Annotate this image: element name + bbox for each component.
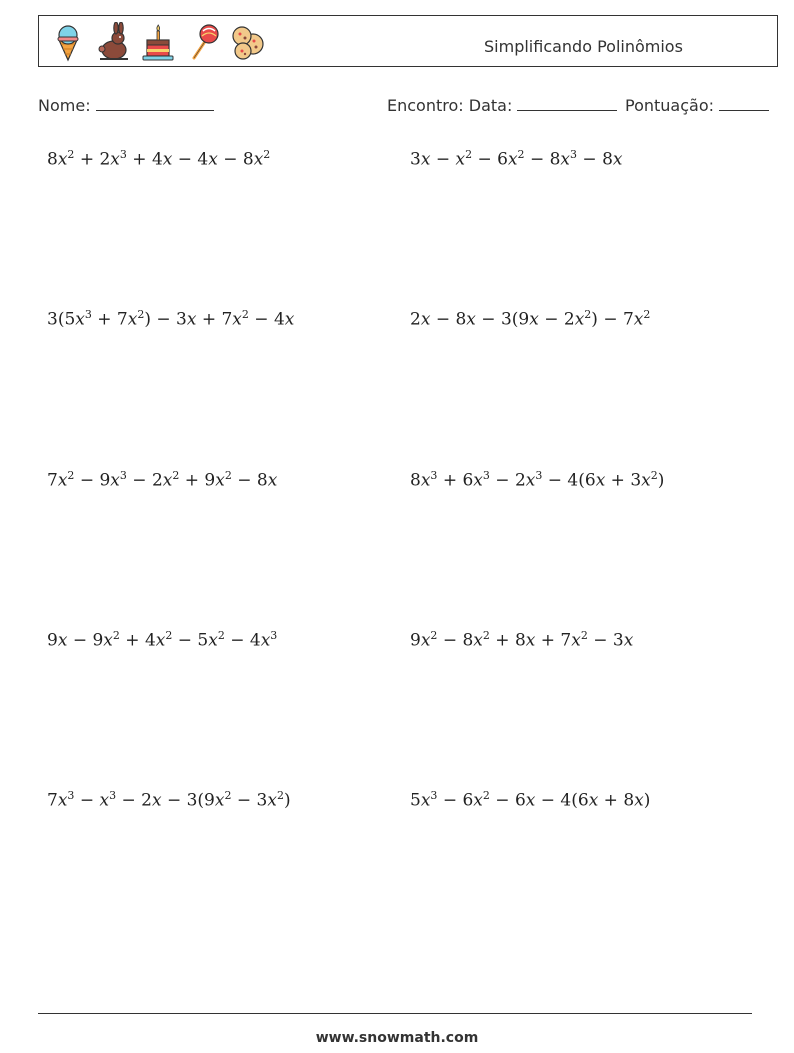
name-label: Nome: <box>38 96 91 115</box>
name-blank[interactable] <box>96 95 214 111</box>
problem-expression: $2x - 8x - 3(9x - 2x^2) - 7x^2$ <box>410 308 651 330</box>
footer-divider <box>38 1013 752 1014</box>
problem-expression: $8x^3 + 6x^3 - 2x^3 - 4(6x + 3x^2)$ <box>410 469 665 491</box>
problem-expression: $3x - x^2 - 6x^2 - 8x^3 - 8x$ <box>410 148 623 170</box>
footer-site: www.snowmath.com <box>315 1030 479 1046</box>
header-icons <box>49 22 267 62</box>
score-field[interactable] <box>625 95 769 115</box>
problem-expression: $8x^2 + 2x^3 + 4x - 4x - 8x^2$ <box>47 148 271 170</box>
cookies-icon <box>229 22 267 62</box>
date-field[interactable] <box>387 95 617 115</box>
date-label: Data: <box>468 96 513 115</box>
date-blank[interactable] <box>517 95 617 111</box>
worksheet-title: Simplificando Polinômios <box>484 37 683 56</box>
problem-expression: $5x^3 - 6x^2 - 6x - 4(6x + 8x)$ <box>410 789 651 811</box>
lollipop-icon <box>184 22 222 62</box>
bunny-icon <box>94 22 132 62</box>
name-field[interactable] <box>38 95 214 115</box>
meeting-label: Encontro: <box>387 96 464 115</box>
score-label: Pontuação: <box>625 96 715 115</box>
problem-expression: $9x^2 - 8x^2 + 8x + 7x^2 - 3x$ <box>410 629 634 651</box>
problem-expression: $9x - 9x^2 + 4x^2 - 5x^2 - 4x^3$ <box>47 629 278 651</box>
ice-cream-icon <box>49 22 87 62</box>
problem-expression: $7x^2 - 9x^3 - 2x^2 + 9x^2 - 8x$ <box>47 469 278 491</box>
header-box <box>38 15 778 67</box>
score-blank[interactable] <box>719 95 769 111</box>
problem-expression: $3(5x^3 + 7x^2) - 3x + 7x^2 - 4x$ <box>47 308 295 330</box>
problem-expression: $7x^3 - x^3 - 2x - 3(9x^2 - 3x^2)$ <box>47 789 291 811</box>
cake-icon <box>139 22 177 62</box>
